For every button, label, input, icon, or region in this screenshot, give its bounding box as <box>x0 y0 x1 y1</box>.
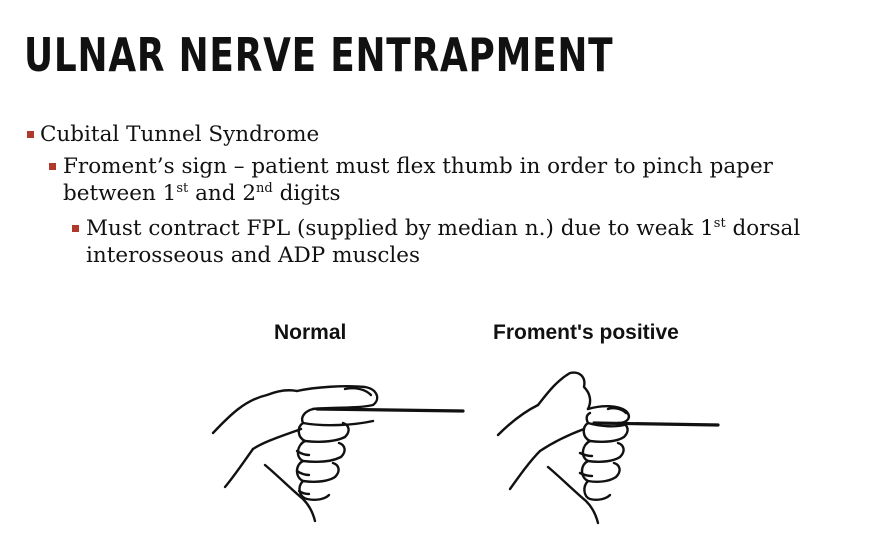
bullet-level3-sup1: st <box>713 216 726 231</box>
bullet-square-icon <box>27 131 34 138</box>
bullet-level2-sup1: st <box>176 181 189 196</box>
bullet-level1-text: Cubital Tunnel Syndrome <box>40 122 320 147</box>
normal-pinch-hand-illustration <box>205 365 475 525</box>
froment-positive-hand-illustration <box>490 365 730 525</box>
bullet-level3 <box>86 215 876 269</box>
bullet-level3-text-a: Must contract FPL (supplied by median n.) due to weak 1 <box>86 216 714 241</box>
figure-label-froment: Froment's positive <box>493 321 679 344</box>
bullet-level2-text-b: and 2 <box>188 181 257 206</box>
bullet-level1 <box>40 121 319 148</box>
bullet-level3-text-b: dorsal interosseous and ADP muscles <box>86 216 801 268</box>
bullet-level2-text-c: digits <box>272 181 341 206</box>
figure-label-normal: Normal <box>274 321 347 344</box>
bullet-level2 <box>63 153 843 207</box>
slide-title: ULNAR NERVE ENTRAPMENT <box>24 28 614 82</box>
bullet-level2-text-a: Froment’s sign – patient must flex thumb in order to pinch paper between 1 <box>63 154 773 206</box>
bullet-square-icon <box>72 225 79 232</box>
bullet-level2-sup2: nd <box>256 181 273 196</box>
bullet-square-icon <box>49 163 56 170</box>
